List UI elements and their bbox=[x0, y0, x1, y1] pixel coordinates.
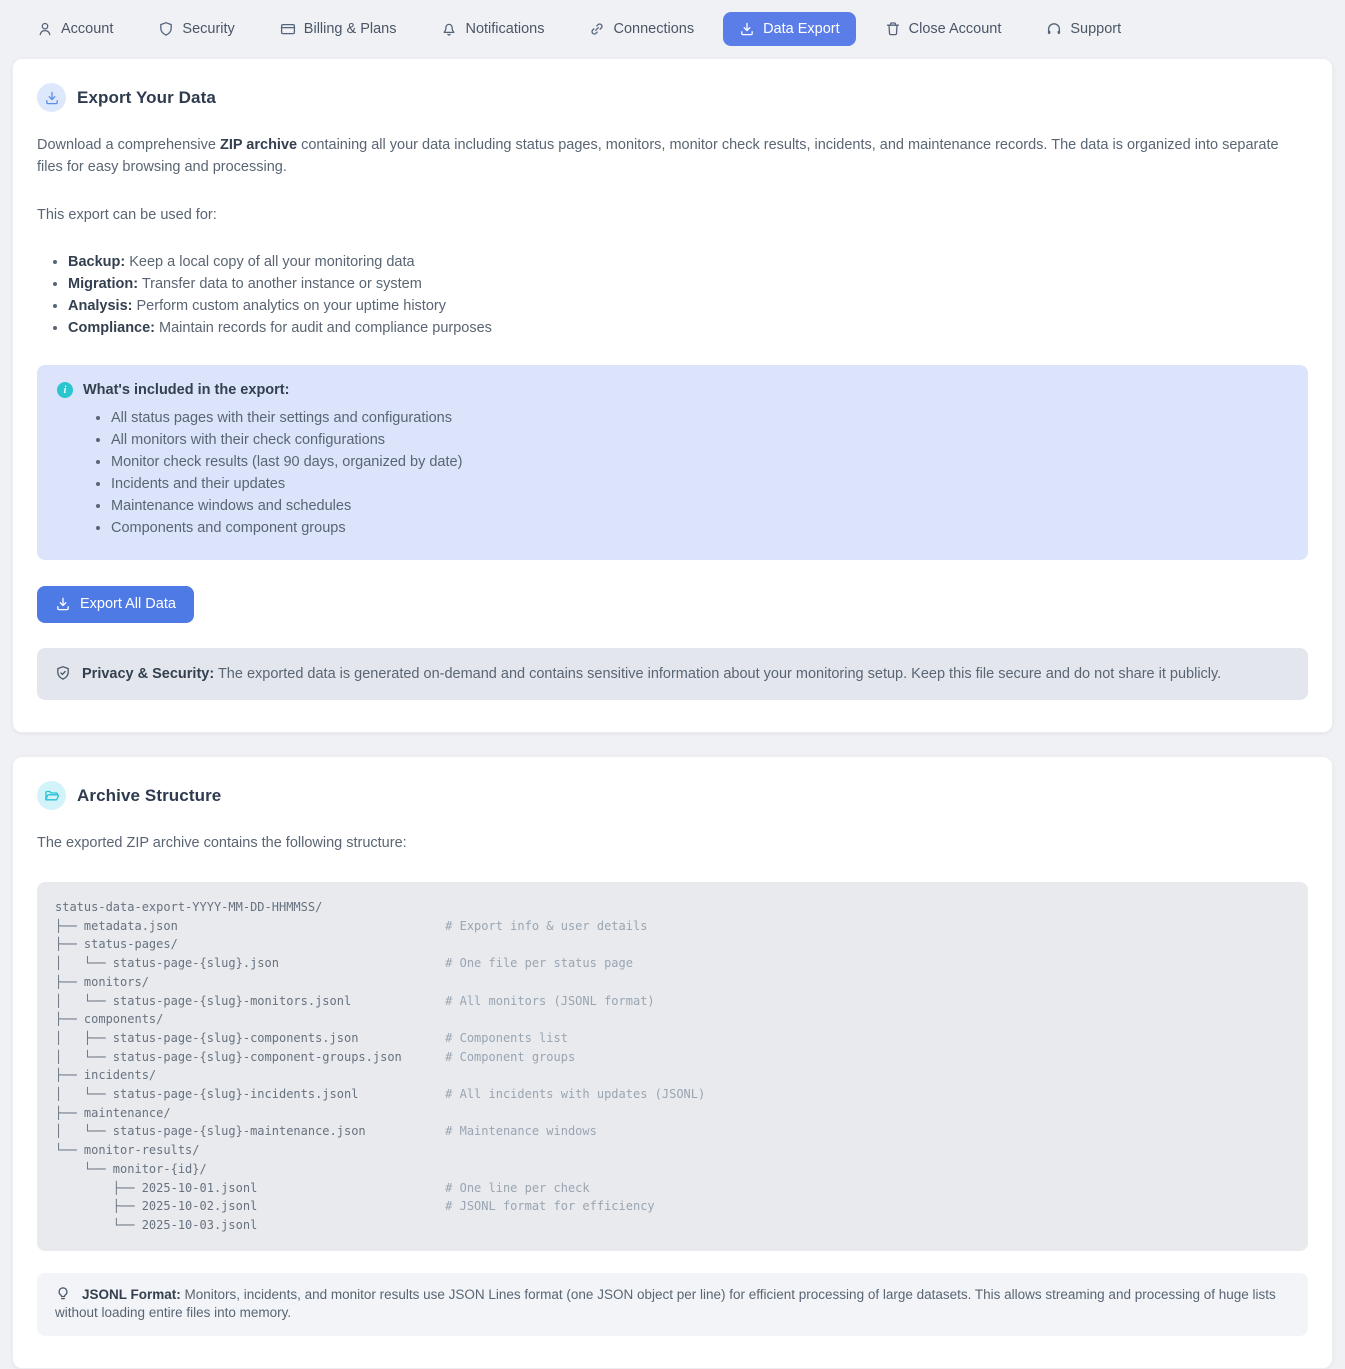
privacy-note-label: Privacy & Security: bbox=[82, 666, 215, 682]
tab-label: Data Export bbox=[763, 21, 840, 37]
info-icon: i bbox=[57, 382, 73, 398]
export-card-header bbox=[37, 83, 1308, 112]
included-header bbox=[57, 382, 1288, 398]
usage-title: This export can be used for: bbox=[37, 207, 217, 223]
tree-line: ├── 2025-10-02.jsonl # JSONL format for efficiency bbox=[55, 1199, 655, 1214]
usage-item: • Analysis: Perform custom analytics on your uptime history bbox=[68, 295, 1308, 317]
shield-check-icon bbox=[55, 665, 71, 681]
tab-notifications[interactable] bbox=[425, 12, 560, 46]
tree-line: ├── incidents/ bbox=[55, 1068, 157, 1083]
tree-line: ├── status-pages/ bbox=[55, 937, 178, 952]
tab-label: Billing & Plans bbox=[303, 21, 397, 37]
tab-support[interactable] bbox=[1030, 12, 1137, 46]
tab-connections[interactable] bbox=[573, 12, 710, 46]
export-button-label: Export All Data bbox=[80, 596, 176, 612]
tree-line: │ └── status-page-{slug}-incidents.jsonl # All incidents with updates (JSONL) bbox=[55, 1087, 706, 1102]
folder-icon bbox=[37, 781, 66, 810]
tree-comment: # All incidents with updates (JSONL) bbox=[445, 1087, 706, 1102]
tree-comment: # One file per status page bbox=[445, 956, 633, 971]
jsonl-note-text: Monitors, incidents, and monitor results use JSON Lines format (one JSON object per line) for efficient processing of large datasets. This allows streaming and processing of huge lists without loading entire files into memory. bbox=[55, 1286, 1276, 1321]
archive-tree bbox=[37, 882, 1308, 1251]
tree-comment: # Components list bbox=[445, 1030, 568, 1045]
download-icon bbox=[55, 596, 71, 612]
included-item: • Incidents and their updates bbox=[111, 473, 1288, 495]
included-info-box bbox=[37, 365, 1308, 560]
tree-line: ├── monitors/ bbox=[55, 974, 149, 989]
tree-comment: # One line per check bbox=[445, 1180, 590, 1195]
tab-label: Account bbox=[61, 21, 114, 37]
jsonl-note bbox=[37, 1273, 1308, 1336]
export-card-title: Export Your Data bbox=[77, 87, 216, 107]
user-icon bbox=[37, 21, 53, 37]
bell-icon bbox=[441, 21, 457, 37]
export-intro bbox=[37, 134, 1308, 178]
tree-line: │ └── status-page-{slug}-monitors.jsonl # All monitors (JSONL format) bbox=[55, 993, 655, 1008]
included-item: • All status pages with their settings and configurations bbox=[111, 407, 1288, 429]
privacy-note bbox=[37, 648, 1308, 700]
tree-comment: # Maintenance windows bbox=[445, 1124, 597, 1139]
tree-line: └── 2025-10-03.jsonl bbox=[55, 1217, 258, 1232]
usage-item: • Backup: Keep a local copy of all your monitoring data bbox=[68, 251, 1308, 273]
headphones-icon bbox=[1046, 21, 1062, 37]
tab-label: Security bbox=[182, 21, 235, 37]
tab-label: Close Account bbox=[908, 21, 1002, 37]
lightbulb-icon bbox=[55, 1286, 71, 1302]
tab-label: Notifications bbox=[465, 21, 545, 37]
usage-item: • Compliance: Maintain records for audit and compliance purposes bbox=[68, 317, 1308, 339]
archive-card-header bbox=[37, 781, 1308, 810]
tab-security[interactable] bbox=[142, 12, 250, 46]
tab-data-export[interactable] bbox=[723, 12, 856, 46]
jsonl-note-label: JSONL Format: bbox=[82, 1286, 181, 1302]
tree-comment: # JSONL format for efficiency bbox=[445, 1199, 655, 1214]
shield-icon bbox=[158, 21, 174, 37]
tab-account[interactable] bbox=[21, 12, 129, 46]
archive-card-title: Archive Structure bbox=[77, 785, 222, 805]
tree-comment: # All monitors (JSONL format) bbox=[445, 993, 655, 1008]
included-title: What's included in the export: bbox=[83, 382, 290, 398]
archive-card bbox=[12, 756, 1333, 1369]
settings-tabs bbox=[0, 0, 1345, 46]
tab-label: Support bbox=[1070, 21, 1122, 37]
tree-line: ├── maintenance/ bbox=[55, 1105, 171, 1120]
download-icon bbox=[739, 21, 755, 37]
tree-line: │ └── status-page-{slug}.json # One file per status page bbox=[55, 956, 633, 971]
download-icon bbox=[37, 83, 66, 112]
intro-bold: ZIP archive bbox=[219, 137, 298, 153]
tree-line: ├── 2025-10-01.jsonl # One line per check bbox=[55, 1180, 590, 1195]
link-icon bbox=[589, 21, 605, 37]
included-item: • Maintenance windows and schedules bbox=[111, 495, 1288, 517]
export-card bbox=[12, 58, 1333, 733]
usage-item: • Migration: Transfer data to another instance or system bbox=[68, 273, 1308, 295]
trash-icon bbox=[885, 21, 901, 37]
tree-line: │ └── status-page-{slug}-component-groups.json # Component groups bbox=[55, 1049, 576, 1064]
included-list bbox=[57, 407, 1288, 539]
tab-billing-plans[interactable] bbox=[264, 12, 413, 46]
tree-line: │ ├── status-page-{slug}-components.json # Components list bbox=[55, 1030, 568, 1045]
tree-line: status-data-export-YYYY-MM-DD-HHMMSS/ bbox=[55, 900, 323, 914]
intro-post: containing all your data including status pages, monitors, monitor check results, incidents, and maintenance records. The data is organized into separate files for easy browsing and processing. bbox=[37, 137, 1279, 175]
tree-line: ├── metadata.json # Export info & user details bbox=[55, 918, 648, 933]
tree-comment: # Export info & user details bbox=[445, 918, 648, 933]
tab-label: Connections bbox=[613, 21, 695, 37]
tree-line: │ └── status-page-{slug}-maintenance.json # Maintenance windows bbox=[55, 1124, 597, 1139]
tree-comment: # Component groups bbox=[445, 1049, 576, 1064]
included-item: • All monitors with their check configurations bbox=[111, 429, 1288, 451]
tree-line: └── monitor-results/ bbox=[55, 1143, 200, 1158]
intro-pre: Download a comprehensive bbox=[37, 137, 220, 153]
usage-list bbox=[37, 251, 1308, 339]
included-item: • Components and component groups bbox=[111, 517, 1288, 539]
included-item: • Monitor check results (last 90 days, organized by date) bbox=[111, 451, 1288, 473]
export-all-data-button[interactable] bbox=[37, 586, 194, 623]
privacy-note-text: The exported data is generated on-demand and contains sensitive information about your monitoring setup. Keep this file secure and do not share it publicly. bbox=[214, 666, 1222, 682]
credit-card-icon bbox=[280, 21, 296, 37]
tab-close-account[interactable] bbox=[869, 12, 1018, 46]
archive-subtitle: The exported ZIP archive contains the following structure: bbox=[37, 835, 407, 851]
tree-line: ├── components/ bbox=[55, 1012, 164, 1027]
tree-line: └── monitor-{id}/ bbox=[55, 1161, 207, 1176]
